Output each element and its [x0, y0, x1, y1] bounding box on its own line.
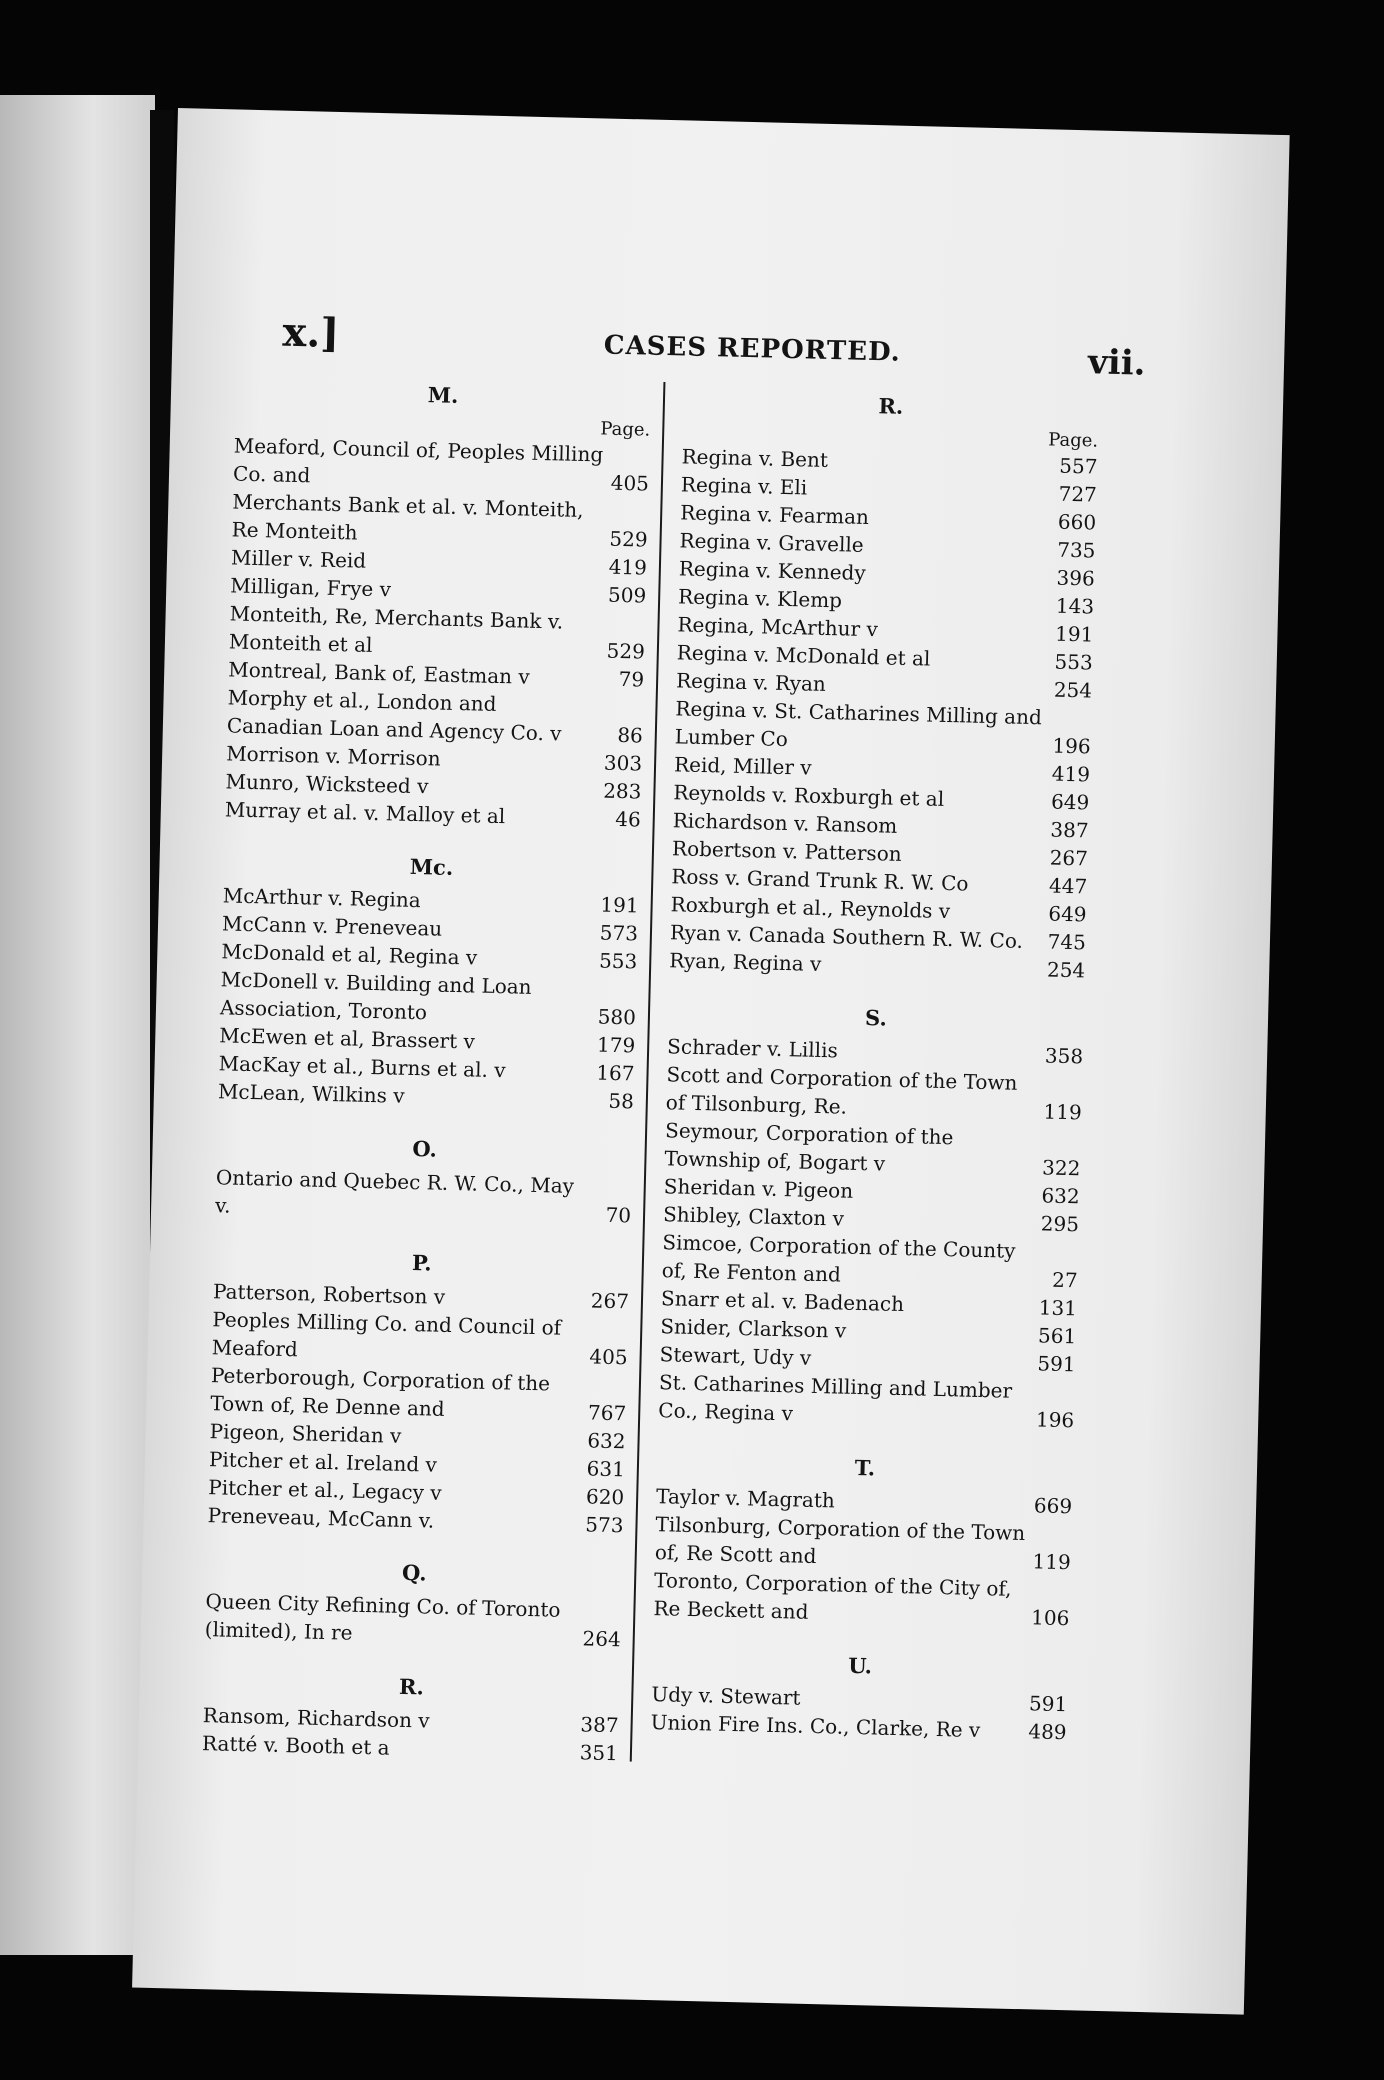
case-page: 553: [1054, 649, 1094, 675]
case-name: Peoples Milling Co. and Council of Meaford: [211, 1307, 562, 1362]
case-name: Pitcher et al., Legacy v: [208, 1475, 442, 1505]
case-page: 660: [1057, 509, 1097, 535]
index-entry: [658, 1368, 1075, 1434]
case-page: 419: [608, 554, 648, 580]
case-name: McDonell v. Building and Loan Association, Toronto: [219, 967, 532, 1025]
case-page: 573: [599, 920, 639, 946]
index-entry: [655, 1510, 1072, 1576]
case-name: Richardson v. Ransom: [672, 808, 898, 838]
case-page: 561: [1037, 1323, 1077, 1349]
case-name: Ransom, Richardson v: [202, 1703, 430, 1733]
section-heading: U.: [847, 1652, 873, 1679]
case-name: Morphy et al., London and Canadian Loan and Agency Co. v: [226, 685, 562, 746]
section-heading: R.: [878, 393, 904, 419]
case-page: 767: [587, 1400, 627, 1426]
case-name: Stewart, Udy v: [659, 1342, 812, 1370]
case-name: Murray et al. v. Malloy et al: [224, 797, 506, 829]
case-name: St. Catharines Milling and Lumber Co., Regina v: [658, 1370, 1013, 1426]
index-entry: [215, 1163, 632, 1229]
index-entry: [664, 1116, 1081, 1182]
case-page: 509: [607, 582, 647, 608]
running-head-title: CASES REPORTED.: [603, 330, 902, 368]
case-name: Shibley, Claxton v: [662, 1202, 845, 1231]
case-name: Sheridan v. Pigeon: [663, 1174, 854, 1203]
case-name: Roxburgh et al., Reynolds v: [670, 892, 951, 924]
case-name: Robertson v. Patterson: [671, 836, 902, 866]
case-page: 254: [1053, 677, 1093, 703]
section-heading: R.: [398, 1673, 425, 1700]
page-column-label: Page.: [1047, 429, 1099, 452]
case-name: Regina v. Ryan: [675, 668, 827, 696]
case-name: Taylor v. Magrath: [655, 1484, 836, 1513]
index-entry: [210, 1361, 627, 1427]
section-heading: S.: [864, 1005, 888, 1031]
case-name: Ryan, Regina v: [669, 948, 822, 976]
case-page: 727: [1058, 481, 1098, 507]
index-entry: [220, 965, 637, 1031]
running-head-left: x.]: [281, 308, 340, 357]
case-page: 131: [1038, 1295, 1078, 1321]
case-page: 358: [1044, 1043, 1084, 1069]
case-name: Reynolds v. Roxburgh et al: [673, 780, 945, 811]
case-name: Miller v. Reid: [230, 545, 367, 573]
case-page: 106: [1030, 1605, 1070, 1631]
case-page: 632: [1041, 1183, 1080, 1209]
index-entry: [205, 1587, 622, 1653]
case-page: 119: [1043, 1099, 1083, 1125]
case-page: 267: [1049, 845, 1089, 871]
case-page: 573: [585, 1512, 624, 1538]
case-name: Simcoe, Corporation of the County of, Re Fenton and: [661, 1230, 1016, 1287]
case-name: Meaford, Council of, Peoples Milling Co. and: [232, 433, 604, 488]
case-name: McArthur v. Regina: [222, 883, 421, 913]
case-page: 553: [598, 948, 638, 974]
case-page: 387: [1050, 817, 1089, 843]
case-page: 396: [1056, 565, 1096, 591]
case-name: Patterson, Robertson v: [212, 1279, 446, 1309]
case-page: 580: [597, 1004, 637, 1030]
case-name: McEwen et al, Brassert v: [219, 1023, 476, 1054]
case-name: Union Fire Ins. Co., Clarke, Re v: [650, 1710, 981, 1743]
case-page: 632: [587, 1428, 626, 1454]
case-name: Regina, McArthur v: [677, 612, 879, 642]
case-name: MacKay et al., Burns et al. v: [218, 1051, 506, 1083]
case-page: 283: [602, 778, 642, 804]
section-heading: Q.: [401, 1559, 427, 1586]
case-page: 419: [1051, 761, 1091, 787]
case-name: Montreal, Bank of, Eastman v: [228, 657, 531, 689]
case-page: 254: [1046, 957, 1086, 983]
case-name: Reid, Miller v: [673, 752, 812, 780]
case-name: Regina v. Bent: [681, 444, 829, 472]
case-page: 196: [1035, 1407, 1075, 1433]
case-page: 405: [589, 1344, 628, 1370]
index-entry: [227, 683, 644, 749]
case-page: 196: [1052, 733, 1091, 759]
index-entry: [666, 1060, 1083, 1126]
case-page: 489: [1028, 1719, 1067, 1745]
case-name: Ross v. Grand Trunk R. W. Co: [671, 864, 969, 896]
case-name: Snarr et al. v. Badenach: [660, 1286, 905, 1317]
section-heading: M.: [427, 382, 459, 408]
case-name: Regina v. McDonald et al: [676, 640, 931, 671]
left-column: [202, 371, 652, 1767]
case-name: Pigeon, Sheridan v: [209, 1419, 402, 1448]
case-name: Munro, Wicksteed v: [225, 769, 429, 799]
case-page: 351: [579, 1740, 619, 1766]
case-name: Regina v. St. Catharines Milling and Lumber Co: [674, 696, 1043, 752]
case-page: 631: [586, 1456, 626, 1482]
case-page: 27: [1051, 1267, 1078, 1293]
right-column: [650, 382, 1099, 1746]
book-page: [132, 108, 1290, 2015]
case-name: Preneveau, McCann v.: [207, 1503, 435, 1533]
case-name: Schrader v. Lillis: [666, 1034, 839, 1063]
case-name: Udy v. Stewart: [651, 1682, 801, 1710]
case-name: Seymour, Corporation of the Township of, Bogart v: [664, 1118, 954, 1176]
case-page: 387: [580, 1712, 619, 1738]
case-name: Toronto, Corporation of the City of, Re Beckett and: [653, 1568, 1012, 1624]
case-name: McCann v. Preneveau: [221, 911, 443, 941]
index-entry: [674, 694, 1091, 760]
case-page: 649: [1050, 789, 1090, 815]
case-name: Ratté v. Booth et a: [201, 1731, 390, 1760]
case-name: Morrison v. Morrison: [225, 741, 441, 771]
case-page: 447: [1048, 873, 1088, 899]
case-page: 669: [1033, 1493, 1073, 1519]
case-page: 322: [1041, 1155, 1081, 1181]
case-name: Monteith, Re, Merchants Bank v. Monteith et al: [228, 601, 564, 657]
case-page: 295: [1040, 1211, 1080, 1237]
case-name: McLean, Wilkins v: [217, 1079, 405, 1108]
case-page: 46: [615, 806, 642, 832]
case-name: Pitcher et al. Ireland v: [208, 1447, 438, 1477]
case-page: 191: [1054, 621, 1094, 647]
page-number: vii.: [1087, 342, 1146, 384]
page-column-label: Page.: [600, 418, 651, 441]
case-page: 649: [1048, 901, 1087, 927]
index-entry: [211, 1305, 628, 1371]
section-heading: P.: [411, 1250, 432, 1276]
case-page: 167: [596, 1060, 635, 1086]
case-page: 529: [606, 638, 646, 664]
case-page: 70: [605, 1202, 632, 1228]
case-page: 303: [603, 750, 643, 776]
case-name: Tilsonburg, Corporation of the Town of, Re Scott and: [654, 1512, 1026, 1569]
case-page: 58: [608, 1088, 635, 1114]
index-entry: [233, 431, 650, 497]
case-page: 745: [1047, 929, 1087, 955]
case-page: 86: [617, 722, 644, 748]
case-page: 405: [610, 470, 650, 496]
case-name: McDonald et al, Regina v: [221, 939, 478, 970]
index-entry: [661, 1228, 1078, 1294]
case-name: Regina v. Klemp: [677, 584, 843, 613]
case-page: 591: [1028, 1691, 1068, 1717]
case-name: Regina v. Eli: [680, 472, 808, 500]
case-name: Ryan v. Canada Southern R. W. Co.: [669, 920, 1024, 953]
case-page: 79: [618, 666, 645, 692]
case-name: Regina v. Kennedy: [678, 556, 866, 585]
case-page: 191: [600, 892, 639, 918]
case-page: 267: [590, 1288, 630, 1314]
case-page: 591: [1037, 1351, 1076, 1377]
index-entry: [231, 487, 648, 553]
case-page: 529: [609, 526, 648, 552]
case-page: 179: [596, 1032, 636, 1058]
case-name: Peterborough, Corporation of the Town of, Re Denne and: [210, 1363, 551, 1421]
case-page: 620: [585, 1484, 625, 1510]
case-page: 119: [1032, 1549, 1072, 1575]
case-page: 143: [1055, 593, 1095, 619]
section-heading: Mc.: [409, 853, 454, 880]
facing-page-edge: [0, 95, 155, 1955]
case-page: 735: [1056, 537, 1096, 563]
case-name: Scott and Corporation of the Town of Tilsonburg, Re.: [665, 1062, 1018, 1119]
section-heading: O.: [412, 1136, 438, 1162]
index-entry: [229, 599, 646, 665]
case-name: Regina v. Fearman: [679, 500, 870, 530]
case-name: Ontario and Quebec R. W. Co., May v.: [214, 1165, 575, 1218]
case-name: Merchants Bank et al. v. Monteith, Re Monteith: [231, 489, 584, 545]
case-page: 557: [1059, 453, 1098, 479]
case-page: 264: [582, 1626, 622, 1652]
index-entry: [653, 1566, 1070, 1632]
case-name: Queen City Refining Co. of Toronto (limited), In re: [204, 1589, 561, 1645]
section-heading: T.: [854, 1454, 876, 1481]
case-name: Milligan, Frye v: [230, 573, 392, 602]
case-name: Snider, Clarkson v: [660, 1314, 847, 1343]
case-name: Regina v. Gravelle: [679, 528, 864, 557]
